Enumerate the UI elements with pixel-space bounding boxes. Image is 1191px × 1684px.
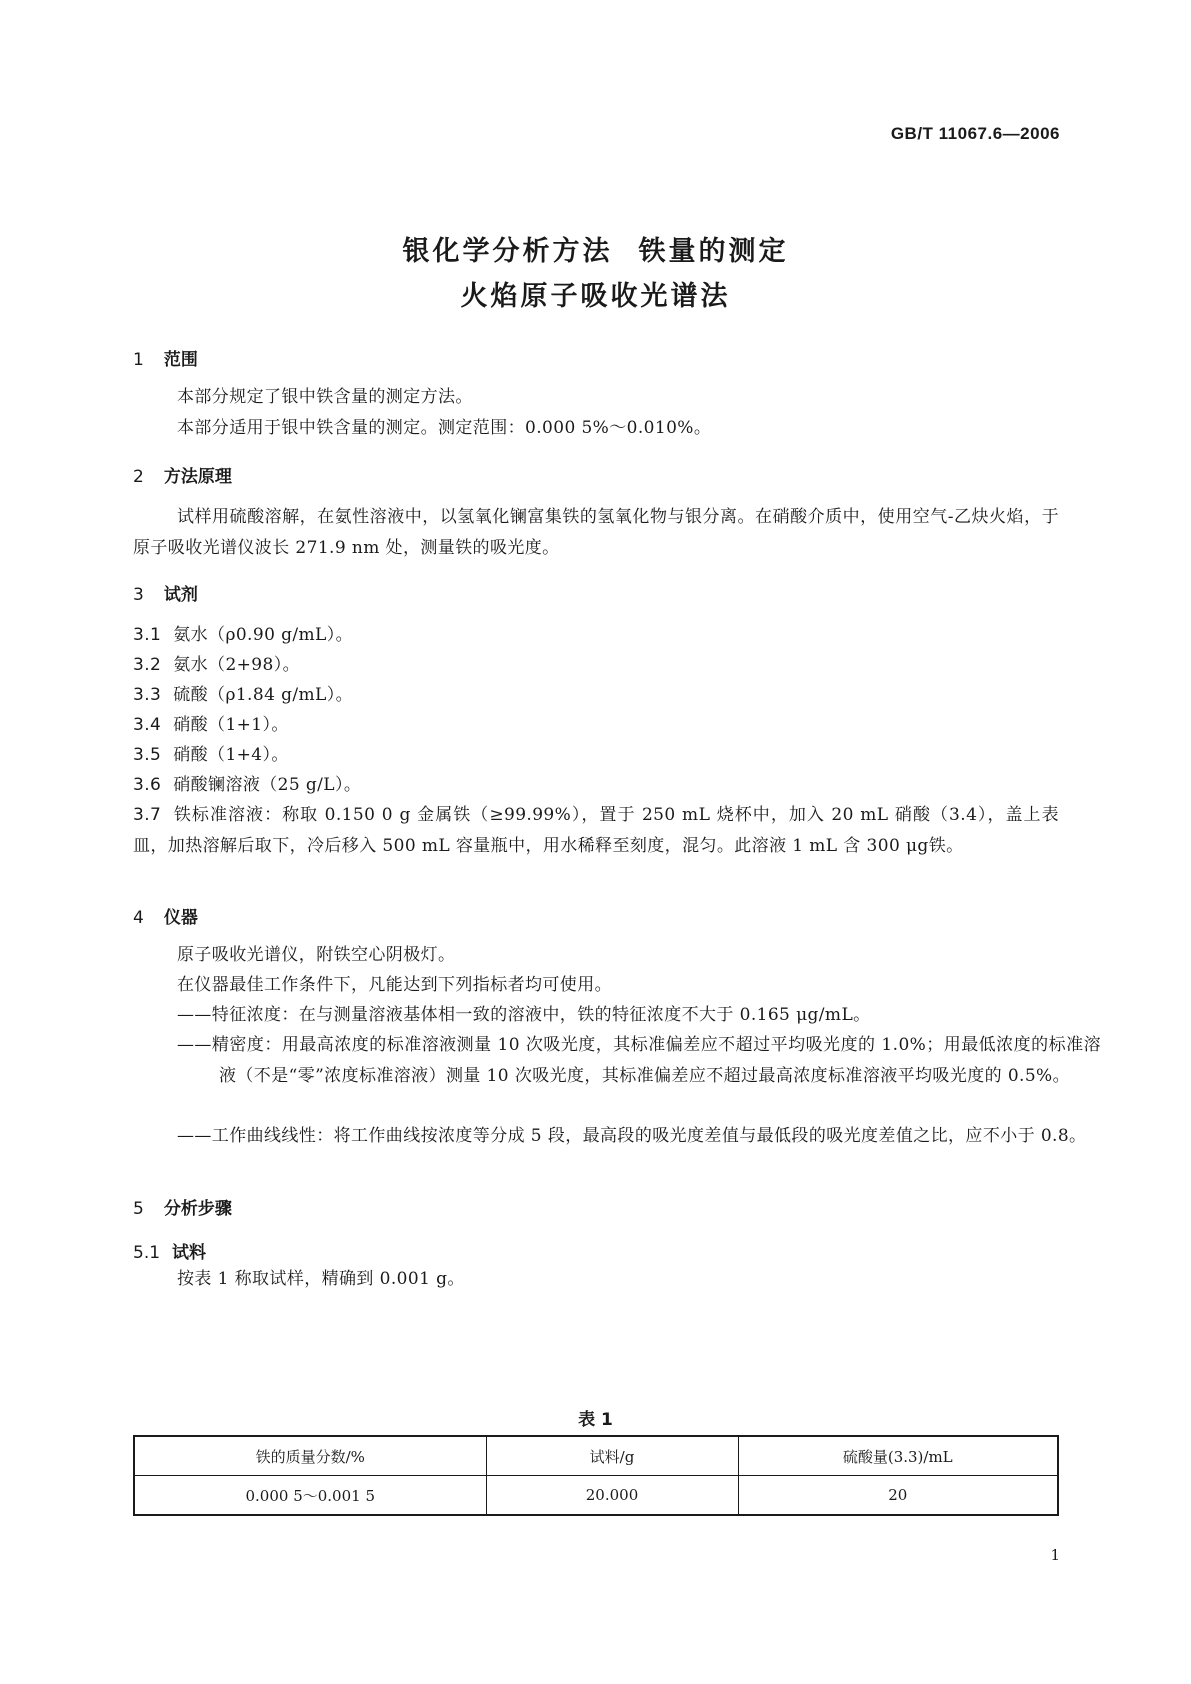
spec-precision: ——精密度：用最高浓度的标准溶液测量 10 次吸光度，其标准偏差应不超过平均吸光度的 1.0%；用最低浓度的标准溶液（不是“零”浓度标准溶液）测量 10 次吸光度，其标准偏差应不超过最高浓度标准溶液平均吸光度的 0.5%。 (177, 1035, 1101, 1086)
section-1-heading (133, 345, 198, 370)
section-4-paragraph-2: 在仪器最佳工作条件下，凡能达到下列指标者均可使用。 (177, 975, 612, 995)
standard-code: GB/T 11067.6—2006 (890, 124, 1060, 143)
reagent-number: 3.3 (133, 685, 162, 705)
reagent-item (133, 680, 1059, 711)
subsection-5-1-heading (133, 1238, 206, 1263)
reagent-number: 3.4 (133, 715, 162, 735)
sample-mass-table (133, 1435, 1059, 1516)
section-2-paragraph: 试样用硫酸溶解，在氨性溶液中，以氢氧化镧富集铁的氢氧化物与银分离。在硝酸介质中，使用空气-乙炔火焰，于原子吸收光谱仪波长 271.9 nm 处，测量铁的吸光度。 (133, 507, 1059, 558)
section-2-heading (133, 462, 232, 487)
section-number: 5 (133, 1199, 144, 1219)
table-header-cell: 硫酸量(3.3)/mL (738, 1436, 1058, 1476)
section-1-paragraph-2: 本部分适用于银中铁含量的测定。测定范围：0.000 5%～0.010%。 (177, 418, 712, 438)
subsection-title: 试料 (172, 1243, 207, 1263)
reagent-item (133, 710, 1059, 741)
table-cell: 20 (738, 1476, 1058, 1516)
reagent-item (133, 650, 1059, 681)
reagent-number: 3.1 (133, 625, 162, 645)
reagent-text: 硝酸（1+1）。 (173, 715, 289, 735)
section-number: 2 (133, 467, 144, 487)
title-part-b: 铁量的测定 (638, 236, 789, 267)
reagent-number: 3.5 (133, 745, 162, 765)
spec-linearity: ——工作曲线线性：将工作曲线按浓度等分成 5 段，最高段的吸光度差值与最低段的吸光度差值之比，应不小于 0.8。 (177, 1126, 1087, 1146)
table-header-cell: 试料/g (486, 1436, 738, 1476)
section-title: 仪器 (163, 908, 198, 928)
reagent-text: 氨水（2+98）。 (173, 655, 301, 675)
section-number: 3 (133, 585, 144, 605)
title-part-a: 银化学分析方法 (402, 236, 613, 267)
table-header-cell: 铁的质量分数/% (134, 1436, 486, 1476)
reagent-item (133, 740, 1059, 771)
reagent-text: 氨水（ρ0.90 g/mL）。 (173, 625, 354, 645)
document-title-line2: 火焰原子吸收光谱法 (460, 281, 731, 312)
section-title: 范围 (163, 350, 198, 370)
subsection-number: 5.1 (133, 1243, 161, 1263)
reagent-number: 3.7 (133, 805, 162, 825)
spec-characteristic-concentration: ——特征浓度：在与测量溶液基体相一致的溶液中，铁的特征浓度不大于 0.165 μg/mL。 (177, 1005, 871, 1025)
reagent-number: 3.2 (133, 655, 162, 675)
reagent-item (133, 800, 1059, 862)
section-1-paragraph-1: 本部分规定了银中铁含量的测定方法。 (177, 387, 473, 407)
reagent-text: 铁标准溶液：称取 0.150 0 g 金属铁（≥99.99%），置于 250 mL 烧杯中，加入 20 mL 硝酸（3.4），盖上表皿，加热溶解后取下，冷后移入 500 mL 容量瓶中，用水稀释至刻度，混匀。此溶液 1 mL 含 300 μg铁。 (133, 805, 1059, 856)
section-title: 分析步骤 (163, 1199, 232, 1219)
table-cell: 0.000 5～0.001 5 (134, 1476, 486, 1516)
reagent-item (133, 770, 1059, 801)
reagent-text: 硫酸（ρ1.84 g/mL）。 (173, 685, 354, 705)
section-title: 方法原理 (163, 467, 232, 487)
reagent-item (133, 620, 1059, 651)
section-5-1-paragraph: 按表 1 称取试样，精确到 0.001 g。 (177, 1269, 465, 1289)
document-title-line1 (0, 229, 1191, 268)
section-5-heading (133, 1194, 232, 1219)
table-cell: 20.000 (486, 1476, 738, 1516)
reagent-text: 硝酸镧溶液（25 g/L）。 (173, 775, 362, 795)
section-4-paragraph-1: 原子吸收光谱仪，附铁空心阴极灯。 (177, 945, 456, 965)
reagent-text: 硝酸（1+4）。 (173, 745, 289, 765)
section-4-heading (133, 903, 198, 928)
table-header-row (134, 1436, 1058, 1476)
page-number: 1 (1050, 1546, 1060, 1564)
section-title: 试剂 (163, 585, 198, 605)
table-caption: 表 1 (578, 1410, 613, 1430)
reagent-number: 3.6 (133, 775, 162, 795)
section-3-heading (133, 580, 198, 605)
section-number: 4 (133, 908, 144, 928)
table-row (134, 1476, 1058, 1516)
section-number: 1 (133, 350, 144, 370)
